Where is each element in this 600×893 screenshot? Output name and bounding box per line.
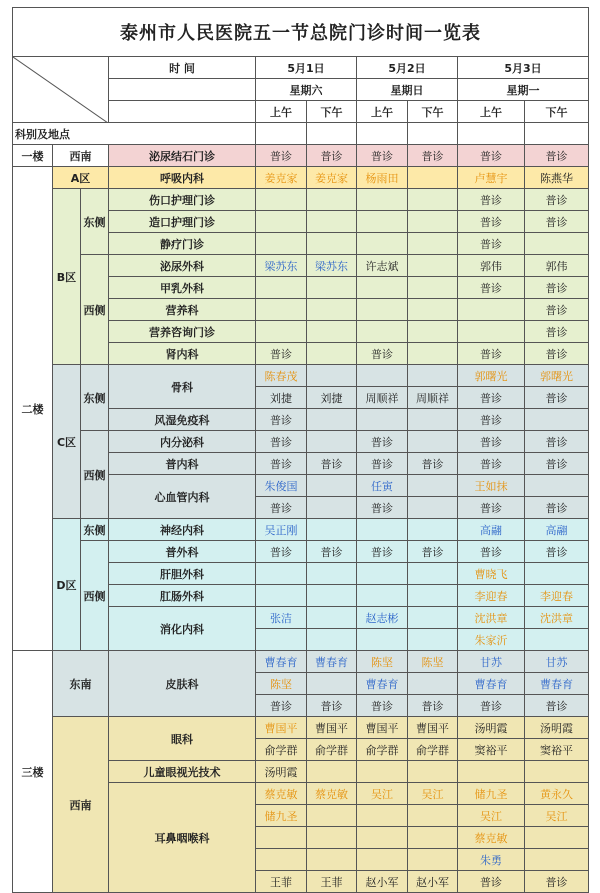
schedule-cell: 朱俊国 (256, 475, 307, 497)
schedule-cell: 普诊 (408, 541, 458, 563)
schedule-cell: 赵小军 (408, 871, 458, 893)
schedule-cell (307, 211, 357, 233)
schedule-cell (307, 497, 357, 519)
floor-1-label: 一楼 (13, 145, 53, 167)
am-label: 上午 (256, 101, 307, 123)
schedule-cell: 朱家沂 (458, 629, 525, 651)
schedule-cell: 普诊 (525, 541, 589, 563)
dept-name: 甲乳外科 (109, 277, 256, 299)
schedule-cell: 朱勇 (458, 849, 525, 871)
schedule-cell (357, 849, 408, 871)
weekday-col-3: 星期一 (458, 79, 589, 101)
schedule-cell (525, 827, 589, 849)
schedule-cell (408, 409, 458, 431)
schedule-cell (357, 321, 408, 343)
schedule-cell (357, 827, 408, 849)
schedule-cell (408, 563, 458, 585)
schedule-cell (408, 167, 458, 189)
schedule-cell: 李迎春 (525, 585, 589, 607)
schedule-cell (357, 761, 408, 783)
schedule-cell: 普诊 (458, 497, 525, 519)
schedule-cell: 曹晓飞 (458, 563, 525, 585)
schedule-cell: 吴江 (458, 805, 525, 827)
schedule-cell (408, 431, 458, 453)
schedule-cell: 沈洪章 (525, 607, 589, 629)
area-d-label: D区 (53, 519, 81, 651)
schedule-cell (408, 607, 458, 629)
schedule-cell (307, 431, 357, 453)
schedule-cell (256, 299, 307, 321)
schedule-cell: 甘苏 (458, 651, 525, 673)
schedule-cell (307, 607, 357, 629)
schedule-cell: 普诊 (458, 695, 525, 717)
schedule-cell: 普诊 (458, 277, 525, 299)
time-label: 时 间 (109, 57, 256, 79)
weekday-col-1: 星期六 (256, 79, 357, 101)
dept-name: 骨科 (109, 365, 256, 409)
side-east: 东侧 (81, 189, 109, 255)
schedule-cell: 普诊 (458, 145, 525, 167)
dept-name: 内分泌科 (109, 431, 256, 453)
schedule-cell: 普诊 (525, 211, 589, 233)
schedule-cell: 普诊 (357, 145, 408, 167)
schedule-cell (256, 827, 307, 849)
schedule-cell: 普诊 (408, 145, 458, 167)
schedule-cell: 普诊 (458, 541, 525, 563)
schedule-cell: 陈坚 (357, 651, 408, 673)
schedule-cell (408, 321, 458, 343)
dept-name: 心血管内科 (109, 475, 256, 519)
schedule-cell: 普诊 (256, 343, 307, 365)
schedule-cell: 陈燕华 (525, 167, 589, 189)
schedule-cell: 普诊 (256, 497, 307, 519)
dept-name: 肝胆外科 (109, 563, 256, 585)
schedule-cell (307, 343, 357, 365)
schedule-cell: 普诊 (458, 409, 525, 431)
schedule-cell: 李迎春 (458, 585, 525, 607)
schedule-cell: 普诊 (458, 211, 525, 233)
schedule-cell (525, 849, 589, 871)
schedule-cell: 普诊 (525, 497, 589, 519)
area-b-label: B区 (53, 189, 81, 365)
schedule-cell: 普诊 (525, 321, 589, 343)
schedule-cell (525, 761, 589, 783)
schedule-cell: 姜克家 (256, 167, 307, 189)
schedule-cell (357, 409, 408, 431)
schedule-cell: 普诊 (357, 453, 408, 475)
schedule-cell (307, 475, 357, 497)
floor-3-label: 三楼 (13, 651, 53, 893)
schedule-cell (408, 475, 458, 497)
schedule-cell: 高翮 (525, 519, 589, 541)
dept-name: 伤口护理门诊 (109, 189, 256, 211)
schedule-cell: 张洁 (256, 607, 307, 629)
location-xinan: 西南 (53, 717, 109, 893)
location-dongnan: 东南 (53, 651, 109, 717)
schedule-cell: 普诊 (525, 343, 589, 365)
schedule-cell: 普诊 (256, 541, 307, 563)
schedule-cell: 许志斌 (357, 255, 408, 277)
schedule-cell (408, 365, 458, 387)
schedule-cell (307, 321, 357, 343)
schedule-cell: 普诊 (357, 541, 408, 563)
schedule-cell: 黄永久 (525, 783, 589, 805)
schedule-cell (408, 233, 458, 255)
schedule-cell: 王菲 (256, 871, 307, 893)
side-west: 西侧 (81, 431, 109, 519)
schedule-cell: 普诊 (256, 695, 307, 717)
side-east: 东侧 (81, 365, 109, 431)
schedule-cell (458, 321, 525, 343)
pm-label: 下午 (408, 101, 458, 123)
am-label: 上午 (357, 101, 408, 123)
schedule-cell (408, 629, 458, 651)
schedule-cell: 吴江 (357, 783, 408, 805)
schedule-cell: 吴正刚 (256, 519, 307, 541)
schedule-cell: 杨雨田 (357, 167, 408, 189)
schedule-cell: 陈坚 (408, 651, 458, 673)
schedule-cell: 普诊 (256, 145, 307, 167)
date-col-1: 5月1日 (256, 57, 357, 79)
dept-name: 眼科 (109, 717, 256, 761)
dept-name: 肛肠外科 (109, 585, 256, 607)
schedule-cell: 郭曙光 (458, 365, 525, 387)
schedule-cell: 普诊 (307, 453, 357, 475)
schedule-cell: 普诊 (408, 695, 458, 717)
schedule-cell: 普诊 (458, 387, 525, 409)
dept-name: 造口护理门诊 (109, 211, 256, 233)
location-xinan: 西南 (53, 145, 109, 167)
schedule-cell: 卢慧宇 (458, 167, 525, 189)
schedule-cell (357, 189, 408, 211)
schedule-cell (307, 585, 357, 607)
schedule-cell: 普诊 (458, 871, 525, 893)
schedule-cell (307, 805, 357, 827)
schedule-cell (307, 519, 357, 541)
schedule-cell: 储九圣 (458, 783, 525, 805)
schedule-cell (357, 585, 408, 607)
schedule-cell: 梁苏东 (307, 255, 357, 277)
schedule-cell (458, 299, 525, 321)
schedule-cell: 俞学群 (256, 739, 307, 761)
schedule-cell: 吴江 (408, 783, 458, 805)
schedule-cell: 普诊 (525, 277, 589, 299)
schedule-cell (307, 629, 357, 651)
schedule-cell (256, 585, 307, 607)
area-c-label: C区 (53, 365, 81, 519)
schedule-cell: 普诊 (357, 497, 408, 519)
schedule-cell (256, 849, 307, 871)
schedule-cell (307, 277, 357, 299)
schedule-cell (408, 673, 458, 695)
dept-name: 肾内科 (109, 343, 256, 365)
schedule-cell (307, 365, 357, 387)
schedule-cell: 沈洪章 (458, 607, 525, 629)
schedule-cell: 普诊 (357, 695, 408, 717)
schedule-cell: 普诊 (458, 343, 525, 365)
schedule-cell (357, 233, 408, 255)
schedule-cell: 汤明霞 (525, 717, 589, 739)
schedule-cell (408, 211, 458, 233)
schedule-cell: 普诊 (307, 541, 357, 563)
schedule-cell: 曹国平 (256, 717, 307, 739)
schedule-cell: 普诊 (408, 453, 458, 475)
date-col-2: 5月2日 (357, 57, 458, 79)
schedule-cell (307, 761, 357, 783)
schedule-cell: 窦裕平 (525, 739, 589, 761)
schedule-cell: 周顺祥 (408, 387, 458, 409)
schedule-cell (307, 299, 357, 321)
pm-label: 下午 (525, 101, 589, 123)
schedule-cell (408, 761, 458, 783)
schedule-cell (408, 519, 458, 541)
schedule-cell (357, 629, 408, 651)
dept-name: 泌尿结石门诊 (109, 145, 256, 167)
am-label: 上午 (458, 101, 525, 123)
dept-location-label: 科别及地点 (13, 123, 256, 145)
schedule-cell: 郭曙光 (525, 365, 589, 387)
dept-name: 静疗门诊 (109, 233, 256, 255)
dept-name: 普内科 (109, 453, 256, 475)
dept-name: 皮肤科 (109, 651, 256, 717)
schedule-cell: 姜克家 (307, 167, 357, 189)
schedule-cell: 普诊 (458, 189, 525, 211)
schedule-cell: 曹国平 (307, 717, 357, 739)
schedule-cell: 普诊 (525, 695, 589, 717)
schedule-cell: 高翮 (458, 519, 525, 541)
schedule-cell (525, 409, 589, 431)
schedule-cell (408, 827, 458, 849)
schedule-cell (458, 761, 525, 783)
schedule-cell (307, 673, 357, 695)
schedule-cell: 赵小军 (357, 871, 408, 893)
schedule-cell (357, 519, 408, 541)
schedule-cell: 普诊 (256, 409, 307, 431)
header-diagonal-cell (13, 57, 109, 123)
schedule-cell (256, 563, 307, 585)
schedule-cell (525, 475, 589, 497)
schedule-cell (408, 255, 458, 277)
dept-name: 耳鼻咽喉科 (109, 783, 256, 893)
schedule-cell: 普诊 (458, 453, 525, 475)
schedule-cell: 王菲 (307, 871, 357, 893)
area-a-label: A区 (53, 167, 109, 189)
schedule-table (12, 7, 589, 893)
schedule-cell (408, 497, 458, 519)
schedule-cell: 刘捷 (256, 387, 307, 409)
schedule-cell: 蔡克敏 (458, 827, 525, 849)
date-col-3: 5月3日 (458, 57, 589, 79)
schedule-cell (307, 233, 357, 255)
page-title: 泰州市人民医院五一节总院门诊时间一览表 (13, 8, 589, 57)
dept-name: 消化内科 (109, 607, 256, 651)
dept-name: 神经内科 (109, 519, 256, 541)
schedule-cell: 郭伟 (525, 255, 589, 277)
schedule-cell (408, 299, 458, 321)
schedule-cell (357, 563, 408, 585)
schedule-cell: 俞学群 (357, 739, 408, 761)
schedule-cell: 曹国平 (408, 717, 458, 739)
schedule-cell: 曹春育 (357, 673, 408, 695)
schedule-cell: 陈坚 (256, 673, 307, 695)
schedule-cell: 普诊 (458, 431, 525, 453)
dept-name: 营养咨询门诊 (109, 321, 256, 343)
schedule-cell: 普诊 (525, 299, 589, 321)
schedule-cell: 周顺祥 (357, 387, 408, 409)
schedule-cell (525, 629, 589, 651)
schedule-cell (408, 189, 458, 211)
schedule-cell (357, 365, 408, 387)
schedule-cell: 窦裕平 (458, 739, 525, 761)
schedule-cell (408, 805, 458, 827)
schedule-cell: 储九圣 (256, 805, 307, 827)
schedule-cell (525, 563, 589, 585)
schedule-cell (408, 585, 458, 607)
schedule-cell (256, 629, 307, 651)
schedule-cell: 汤明霞 (458, 717, 525, 739)
schedule-cell: 甘苏 (525, 651, 589, 673)
schedule-cell: 普诊 (525, 453, 589, 475)
schedule-cell: 俞学群 (408, 739, 458, 761)
schedule-cell: 普诊 (357, 343, 408, 365)
schedule-cell (357, 211, 408, 233)
schedule-cell (525, 233, 589, 255)
side-west: 西侧 (81, 255, 109, 365)
schedule-cell: 普诊 (256, 453, 307, 475)
dept-name: 泌尿外科 (109, 255, 256, 277)
side-east: 东侧 (81, 519, 109, 541)
schedule-cell (408, 277, 458, 299)
schedule-cell (357, 805, 408, 827)
schedule-cell: 郭伟 (458, 255, 525, 277)
schedule-cell: 曹春育 (458, 673, 525, 695)
schedule-cell (307, 563, 357, 585)
schedule-cell: 吴江 (525, 805, 589, 827)
schedule-cell: 普诊 (525, 871, 589, 893)
schedule-cell: 赵志彬 (357, 607, 408, 629)
schedule-cell: 普诊 (458, 233, 525, 255)
schedule-cell: 王如抹 (458, 475, 525, 497)
schedule-cell (256, 277, 307, 299)
schedule-cell: 曹国平 (357, 717, 408, 739)
schedule-cell (408, 849, 458, 871)
side-west: 西侧 (81, 541, 109, 651)
schedule-cell: 俞学群 (307, 739, 357, 761)
schedule-cell (357, 299, 408, 321)
schedule-cell: 普诊 (307, 695, 357, 717)
schedule-cell: 任寅 (357, 475, 408, 497)
schedule-cell (307, 189, 357, 211)
schedule-cell (307, 827, 357, 849)
dept-name: 呼吸内科 (109, 167, 256, 189)
schedule-cell: 汤明霞 (256, 761, 307, 783)
schedule-cell: 普诊 (525, 145, 589, 167)
diagonal-line (13, 57, 108, 123)
schedule-cell: 刘捷 (307, 387, 357, 409)
dept-name: 普外科 (109, 541, 256, 563)
schedule-cell: 普诊 (256, 431, 307, 453)
schedule-cell (408, 343, 458, 365)
schedule-cell (307, 849, 357, 871)
schedule-cell: 陈春茂 (256, 365, 307, 387)
dept-name: 儿童眼视光技术 (109, 761, 256, 783)
schedule-cell: 曹春育 (256, 651, 307, 673)
schedule-cell: 普诊 (525, 387, 589, 409)
dept-name: 风湿免疫科 (109, 409, 256, 431)
schedule-cell (256, 321, 307, 343)
schedule-cell (256, 211, 307, 233)
floor-2-label: 二楼 (13, 167, 53, 651)
dept-name: 营养科 (109, 299, 256, 321)
schedule-cell (256, 189, 307, 211)
weekday-col-2: 星期日 (357, 79, 458, 101)
schedule-cell: 普诊 (525, 189, 589, 211)
schedule-cell: 梁苏东 (256, 255, 307, 277)
schedule-cell (307, 409, 357, 431)
pm-label: 下午 (307, 101, 357, 123)
schedule-cell: 蔡克敏 (307, 783, 357, 805)
schedule-cell: 蔡克敏 (256, 783, 307, 805)
schedule-cell: 普诊 (357, 431, 408, 453)
schedule-cell: 曹春育 (307, 651, 357, 673)
schedule-cell: 普诊 (307, 145, 357, 167)
schedule-cell: 普诊 (525, 431, 589, 453)
schedule-cell (357, 277, 408, 299)
schedule-cell: 曹春育 (525, 673, 589, 695)
schedule-cell (256, 233, 307, 255)
